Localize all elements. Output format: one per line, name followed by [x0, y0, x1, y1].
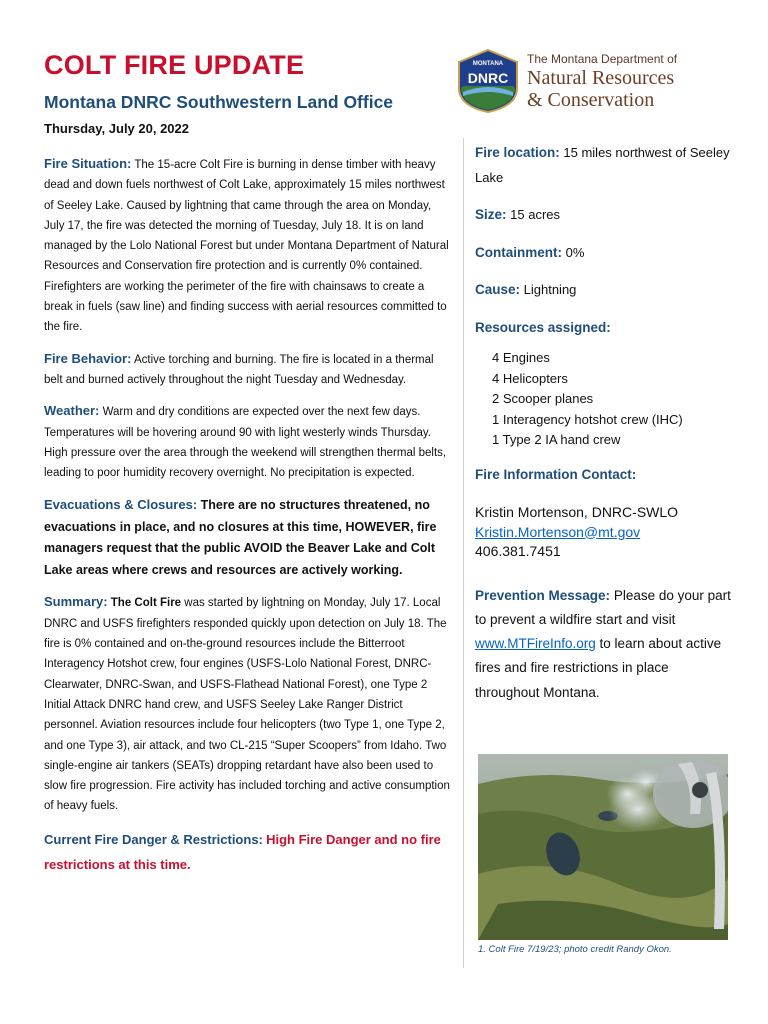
page-title: COLT FIRE UPDATE: [44, 50, 305, 80]
contact-email-link[interactable]: Kristin.Mortenson@mt.gov: [475, 523, 641, 540]
prevention-text-2: to learn about active fires and fire restrictions in place throughout Montana.: [475, 636, 722, 700]
summary: [44, 592, 454, 816]
evacuations-closures: [44, 494, 454, 581]
fire-behavior-label: Fire Behavior:: [44, 350, 132, 366]
column-divider: [463, 138, 464, 968]
prevention-label: Prevention Message:: [475, 587, 611, 603]
contact-heading: [475, 463, 735, 488]
contact-label: Fire Information Contact:: [475, 466, 637, 482]
fire-situation-label: Fire Situation:: [44, 156, 132, 171]
containment-label: Containment:: [475, 244, 562, 260]
prevention-message: [475, 584, 735, 705]
summary-lead: The Colt Fire: [110, 597, 182, 610]
containment-value: 0%: [565, 244, 585, 260]
fire-danger-label: Current Fire Danger & Restrictions:: [44, 831, 263, 847]
fire-photo: [478, 754, 728, 940]
logo-line-2: Natural Resources: [527, 67, 675, 89]
badge-main-text: DNRC: [467, 70, 509, 86]
resources-heading: [475, 316, 735, 341]
photo-caption: 1. Colt Fire 7/19/23; photo credit Randy Okon.: [478, 944, 672, 955]
dnrc-logo: [455, 48, 725, 116]
fire-size: [475, 203, 735, 228]
logo-line-3: & Conservation: [527, 89, 655, 111]
cause-value: Lightning: [523, 282, 577, 297]
cause-label: Cause:: [475, 282, 521, 297]
contact-block: [475, 503, 735, 562]
weather: [44, 401, 454, 483]
weather-label: Weather:: [44, 403, 100, 419]
weather-text: Warm and dry conditions are expected over the next few days. Temperatures will be hovering around 90 with light westerly winds Thursday. High pressure over the area through the weekend will strengthen thermal belts, leading to poor humidity recovery overnight. No precipitation is expected.: [44, 406, 447, 480]
fire-size-label: Size:: [475, 207, 507, 222]
left-column: [44, 154, 454, 889]
right-column: [475, 141, 735, 705]
contact-name: Kristin Mortenson, DNRC-SWLO: [475, 504, 679, 520]
cause: [475, 278, 735, 303]
badge-top-text: MONTANA: [472, 61, 504, 67]
list-item: 4 Helicopters: [492, 370, 568, 386]
aerial-fire-image: [478, 754, 728, 940]
logo-line-1: The Montana Department of: [527, 52, 678, 66]
office-subtitle: Montana DNRC Southwestern Land Office: [44, 92, 394, 112]
list-item: 2 Scooper planes: [492, 391, 594, 406]
fire-behavior-text: Active torching and burning. The fire is located in a thermal belt and burned actively throughout the night Tuesday and Wednesday.: [44, 353, 434, 386]
summary-text: was started by lightning on Monday, July 17. Local DNRC and USFS firefighters responded quickly upon detection on July 18. The fire is 0% contained and on-the-ground resources include the Bitterroot Interagency Hotshot crew, four engines (USFS-Lolo National Forest, DNRC-Clearwater, DNRC-Swan, and USFS-Flathead National Forest), one Type 2 Initial Attack DNRC hand crew, and USFS Seeley Lake Ranger District personnel. Aviation resources include four helicopters (two Type 1, one Type 2, and one Type 3), air attack, and two CL-215 “Super Scoopers” from Idaho. Two single-engine air tankers (SEATs) dropping retardant have also been used to slow fire progression. Fire activity has included torching and active consumption of heavy fuels.: [44, 597, 450, 813]
fire-behavior: [44, 349, 454, 391]
fire-danger: [44, 828, 454, 878]
fire-situation-text: The 15-acre Colt Fire is burning in dense timber with heavy dead and down fuels northwest of Colt Lake, approximately 15 miles northwest of Seeley Lake. Caused by lightning that came through the area on Monday, July 17, the fire was detected the morning of Tuesday, July 18. It is on land managed by the Lolo National Forest but under Montana Department of Natural Resources and Conservation fire protection and is currently 0% contained. Firefighters are working the perimeter of the fire with chainsaws to create a break in fuels (saw line) and finding success with aerial resources committed to the fire.: [44, 159, 449, 334]
list-item: 1 Interagency hotshot crew (IHC): [492, 411, 683, 427]
mtfireinfo-link[interactable]: www.MTFireInfo.org: [475, 636, 596, 652]
fire-situation: [44, 154, 454, 338]
resources-list: [475, 348, 735, 451]
evacuations-text: There are no structures threatened, no evacuations in place, and no closures at this time, HOWEVER, fire managers request that the public AVOID the Beaver Lake and Colt Lake areas where crews and resources are actively working.: [44, 498, 437, 577]
fire-danger-text: High Fire Danger and no fire restrictions at this time.: [44, 831, 441, 872]
fire-location: [475, 141, 735, 190]
resources-label: Resources assigned:: [475, 319, 611, 335]
summary-label: Summary:: [44, 594, 108, 610]
fire-location-value: 15 miles northwest of Seeley Lake: [475, 145, 730, 185]
fire-location-label: Fire location:: [475, 145, 560, 160]
evacuations-label: Evacuations & Closures:: [44, 497, 198, 513]
prevention-text-1: Please do your part to prevent a wildfire start and visit: [475, 587, 731, 627]
update-date: Thursday, July 20, 2022: [44, 121, 189, 136]
list-item: 1 Type 2 IA hand crew: [492, 432, 621, 447]
containment: [475, 241, 735, 266]
list-item: 4 Engines: [492, 350, 550, 365]
dnrc-badge-icon: [455, 48, 521, 114]
contact-phone: 406.381.7451: [475, 543, 561, 559]
fire-size-value: 15 acres: [510, 207, 561, 222]
